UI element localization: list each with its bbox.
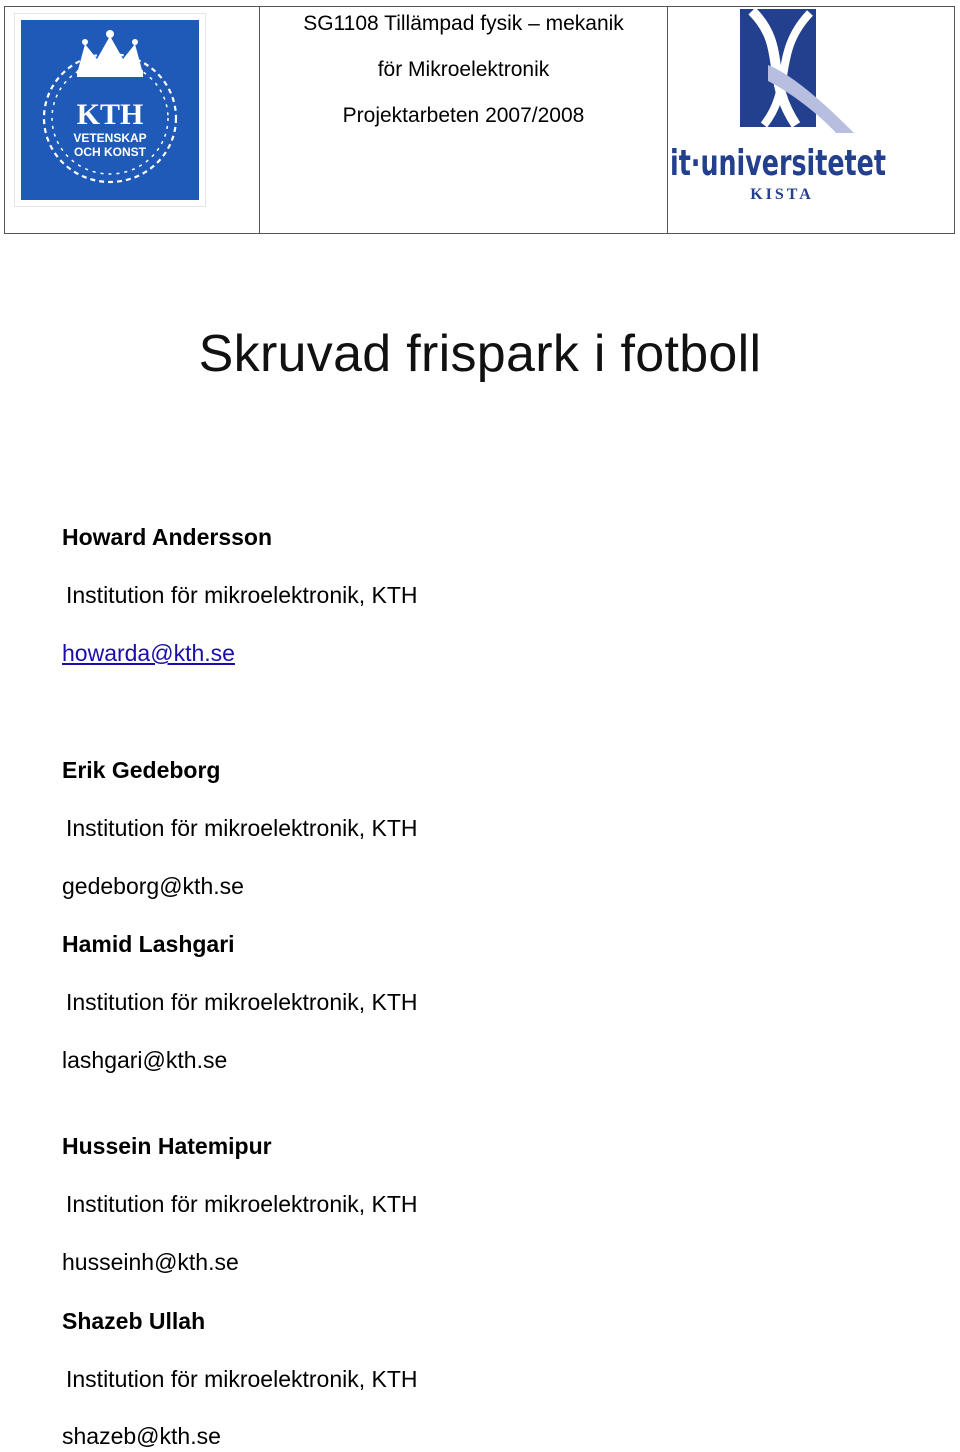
author-email-link[interactable]: howarda@kth.se bbox=[62, 640, 235, 666]
author-name: Hamid Lashgari bbox=[62, 931, 235, 957]
itu-logo-place: KISTA bbox=[750, 186, 814, 203]
document-title: Skruvad frispark i fotboll bbox=[198, 325, 762, 383]
kth-logo-line1: KTH bbox=[76, 98, 144, 131]
author-email: husseinh@kth.se bbox=[62, 1249, 239, 1275]
author-name: Howard Andersson bbox=[62, 524, 273, 550]
kth-logo bbox=[14, 13, 206, 207]
header-cell-course bbox=[260, 7, 668, 233]
course-name: SG1108 Tillämpad fysik – mekanik bbox=[303, 12, 624, 35]
author-name: Hussein Hatemipur bbox=[62, 1133, 272, 1159]
header-table bbox=[4, 6, 955, 234]
author-institution: Institution för mikroelektronik, KTH bbox=[66, 1366, 418, 1392]
kth-crown-emblem-icon bbox=[15, 14, 205, 206]
author-institution: Institution för mikroelektronik, KTH bbox=[66, 582, 418, 608]
it-universitetet-logo-icon bbox=[668, 7, 956, 233]
author-institution: Institution för mikroelektronik, KTH bbox=[66, 1191, 418, 1217]
itu-logo bbox=[668, 7, 956, 233]
author-email: gedeborg@kth.se bbox=[62, 873, 244, 899]
author-email: shazeb@kth.se bbox=[62, 1423, 221, 1449]
itu-logo-name: it·universitetet bbox=[670, 143, 886, 184]
author-name: Shazeb Ullah bbox=[62, 1308, 206, 1334]
project-year: Projektarbeten 2007/2008 bbox=[342, 104, 585, 127]
author-email: lashgari@kth.se bbox=[62, 1047, 228, 1073]
kth-logo-line3: OCH KONST bbox=[74, 145, 146, 159]
header-cell-kth-logo bbox=[5, 7, 260, 233]
kth-logo-line2: VETENSKAP bbox=[73, 131, 147, 145]
author-name: Erik Gedeborg bbox=[62, 757, 221, 783]
program-name: för Mikroelektronik bbox=[377, 58, 550, 81]
author-institution: Institution för mikroelektronik, KTH bbox=[66, 815, 418, 841]
author-institution: Institution för mikroelektronik, KTH bbox=[66, 989, 418, 1015]
header-cell-itu-logo bbox=[668, 7, 954, 233]
